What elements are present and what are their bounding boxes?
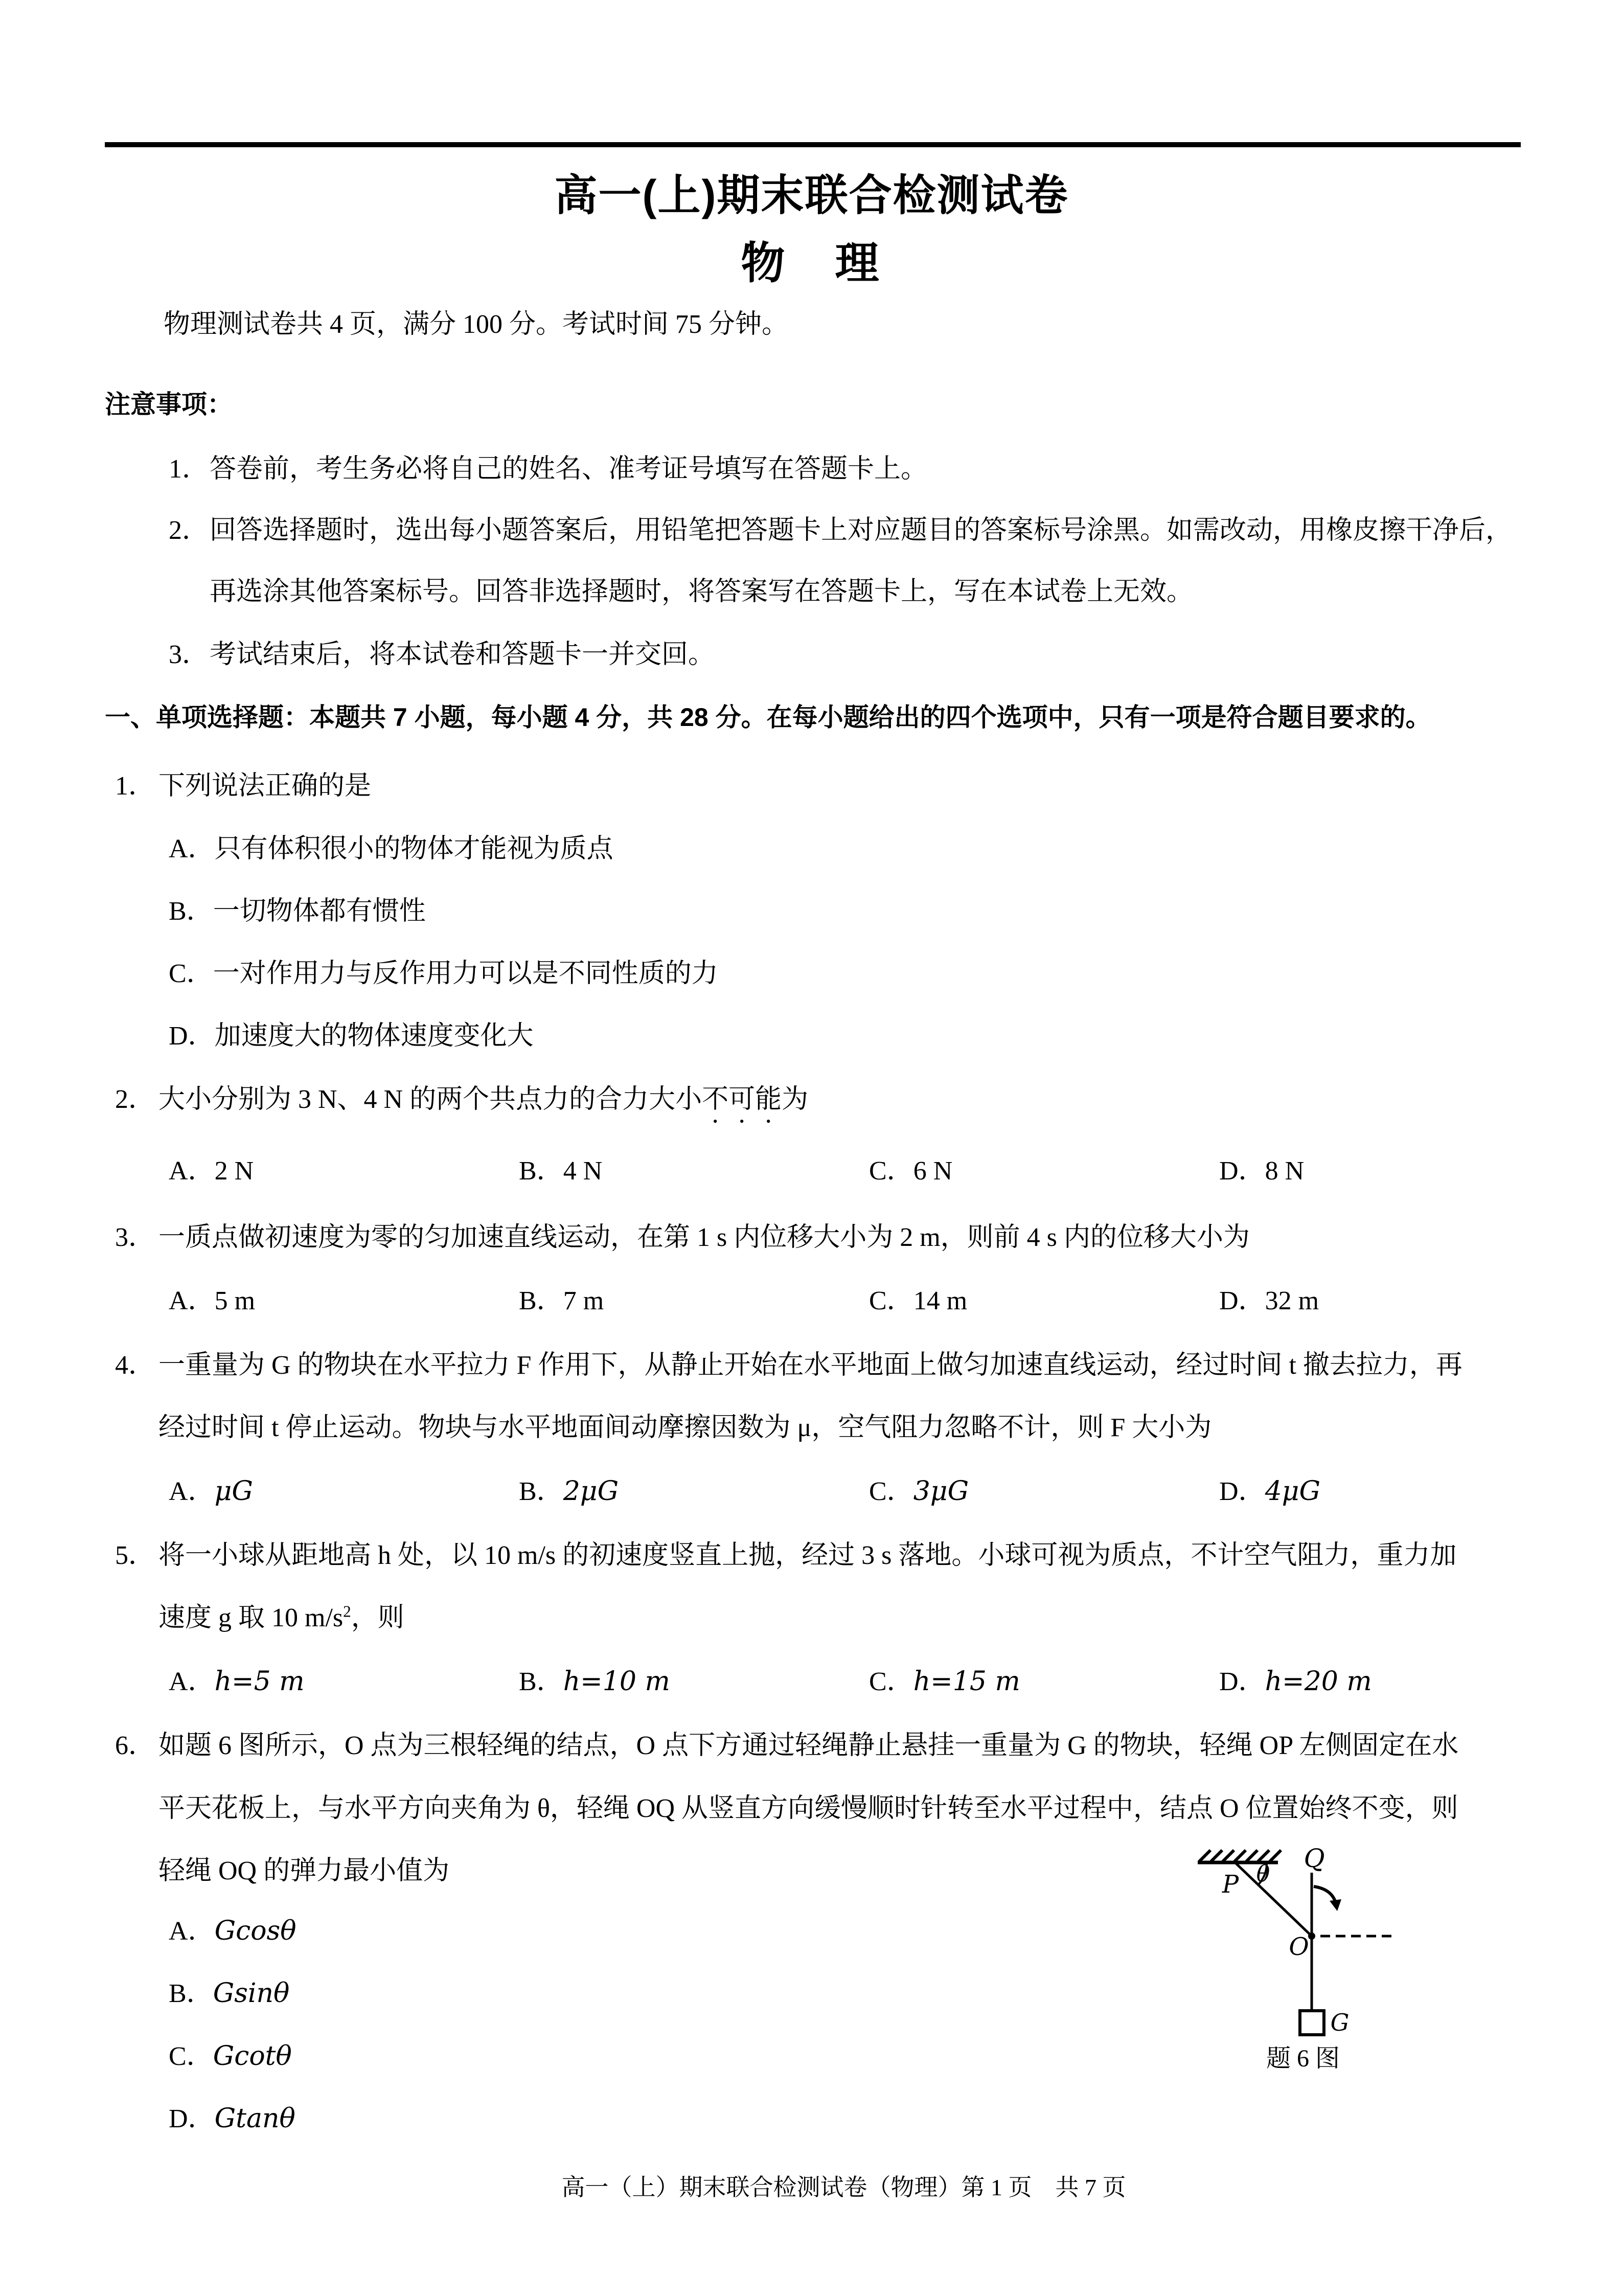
q2-stem-pre: 大小分别为 3 N、4 N 的两个共点力的合力大小 — [158, 1085, 702, 1114]
q2-option-b-label: B． — [519, 1156, 563, 1186]
q3-stem-text: 一质点做初速度为零的匀加速直线运动，在第 1 s 内位移大小为 2 m，则前 4 s 内的位移大小为 — [158, 1223, 1250, 1252]
q4-option-b — [519, 1475, 619, 1508]
q4-number: 4． — [115, 1351, 155, 1380]
q1-stem-text: 下列说法正确的是 — [158, 771, 372, 801]
q6-option-a-label: A． — [169, 1917, 215, 1946]
figure-point-o-dot — [1308, 1933, 1315, 1940]
q1-option-d — [169, 1019, 534, 1053]
notice-item-2-text-2: 再选涂其他答案标号。回答非选择题时，将答案写在答题卡上，写在本试卷上无效。 — [210, 577, 1194, 606]
q1-option-c-label: C． — [169, 959, 213, 988]
notice-item-2-line-2 — [210, 575, 1193, 608]
q1-option-a — [169, 832, 613, 866]
figure-label-theta: θ — [1256, 1861, 1270, 1887]
q6-option-c-text: Gcotθ — [213, 2041, 292, 2072]
q4-option-b-label: B． — [519, 1477, 563, 1506]
q3-option-d-label: D． — [1219, 1286, 1265, 1315]
q4-stem-line-1 — [115, 1349, 1462, 1382]
q6-stem-line-3 — [158, 1854, 449, 1888]
q6-option-b-text: Gsinθ — [213, 1978, 290, 2009]
q6-option-b — [169, 1977, 289, 2010]
q4-option-c-text: 3μG — [913, 1476, 969, 1507]
q5-option-a — [169, 1665, 305, 1698]
q3-option-d-text: 32 m — [1265, 1286, 1319, 1315]
figure-label-g: G — [1330, 2009, 1350, 2036]
q2-option-c — [869, 1154, 952, 1188]
q2-option-b — [519, 1154, 602, 1188]
q2-option-a — [169, 1154, 254, 1188]
q5-option-b-text: h=10 m — [563, 1666, 670, 1697]
q3-option-d — [1219, 1284, 1319, 1317]
q2-option-d-text: 8 N — [1265, 1156, 1305, 1186]
notice-item-1-text: 答卷前，考生务必将自己的姓名、准考证号填写在答题卡上。 — [210, 454, 928, 484]
q1-stem — [115, 769, 371, 803]
notice-item-3-text: 考试结束后，将本试卷和答题卡一并交回。 — [210, 640, 715, 669]
q2-option-a-label: A． — [169, 1156, 215, 1186]
q3-option-c-label: C． — [869, 1286, 913, 1315]
q5-stem-text-2-pre: 速度 g 取 10 m/s — [158, 1603, 344, 1632]
q4-stem-text-2: 经过时间 t 停止运动。物块与水平地面间动摩擦因数为 μ，空气阻力忽略不计，则 F 大小为 — [158, 1413, 1212, 1442]
figure-label-p: P — [1222, 1870, 1239, 1899]
q4-option-c — [869, 1475, 969, 1508]
q6-option-d-text: Gtanθ — [214, 2103, 295, 2134]
q3-option-b-text: 7 m — [563, 1286, 604, 1315]
notice-item-2-text-1: 回答选择题时，选出每小题答案后，用铅笔把答题卡上对应题目的答案标号涂黑。如需改动，用橡皮擦干净后， — [210, 516, 1513, 545]
q1-option-a-label: A． — [169, 834, 215, 863]
q1-option-c — [169, 957, 718, 990]
top-rule — [105, 142, 1521, 147]
q5-option-d-label: D． — [1219, 1667, 1265, 1696]
q6-figure — [1171, 1835, 1416, 2081]
q5-stem-text-2-post: ，则 — [351, 1603, 404, 1632]
figure-rotation-arrow-arc — [1314, 1886, 1336, 1903]
q5-stem-line-2 — [158, 1601, 404, 1634]
notice-item-1 — [169, 452, 927, 486]
figure-block — [1300, 2011, 1324, 2035]
q6-option-b-label: B． — [169, 1979, 213, 2008]
q5-option-d-text: h=20 m — [1265, 1666, 1372, 1697]
page-title: 高一(上)期末联合检测试卷 — [554, 171, 1069, 219]
q5-option-a-text: h=5 m — [214, 1666, 305, 1697]
q4-option-a-text: μG — [214, 1476, 253, 1507]
q5-stem-line-1 — [115, 1539, 1456, 1572]
q5-option-b — [519, 1665, 670, 1698]
q2-stem — [115, 1083, 808, 1129]
page-footer: 高一（上）期末联合检测试卷（物理）第 1 页 共 7 页 — [561, 2174, 1126, 2200]
figure-rotation-arrowhead-icon — [1330, 1899, 1341, 1911]
q6-stem-text-1: 如题 6 图所示，O 点为三根轻绳的结点，O 点下方通过轻绳静止悬挂一重量为 G 的物块，轻绳 OP 左侧固定在水 — [158, 1731, 1459, 1760]
q4-option-d — [1219, 1475, 1320, 1508]
q3-option-a-text: 5 m — [214, 1286, 256, 1315]
q1-option-a-text: 只有体积很小的物体才能视为质点 — [214, 834, 613, 863]
q1-option-b-label: B． — [169, 897, 213, 926]
q4-option-d-label: D． — [1219, 1477, 1265, 1506]
q1-option-b-text: 一切物体都有惯性 — [213, 897, 426, 926]
q3-stem — [115, 1221, 1250, 1254]
notice-item-3-number: 3． — [169, 640, 209, 669]
q6-option-a-text: Gcosθ — [214, 1916, 296, 1946]
notice-item-2-number: 2． — [169, 516, 209, 545]
figure-label-q: Q — [1304, 1844, 1325, 1873]
q4-option-c-label: C． — [869, 1477, 913, 1506]
q6-stem-text-2: 平天花板上，与水平方向夹角为 θ，轻绳 OQ 从竖直方向缓慢顺时针转至水平过程中，结点 O 位置始终不变，则 — [158, 1794, 1458, 1823]
notice-heading: 注意事项： — [105, 390, 233, 419]
q6-stem-text-3: 轻绳 OQ 的弹力最小值为 — [158, 1856, 450, 1885]
q1-number: 1． — [115, 771, 155, 801]
notice-item-1-number: 1． — [169, 454, 209, 484]
q4-stem-text-1: 一重量为 G 的物块在水平拉力 F 作用下，从静止开始在水平地面上做匀加速直线运动，经过时间 t 撤去拉力，再 — [158, 1351, 1462, 1380]
q4-option-d-text: 4μG — [1265, 1476, 1320, 1507]
q5-option-a-label: A． — [169, 1667, 215, 1696]
q3-option-c — [869, 1284, 967, 1317]
figure-label-o: O — [1289, 1933, 1309, 1961]
q3-option-c-text: 14 m — [913, 1286, 968, 1315]
q5-option-c-label: C． — [869, 1667, 913, 1696]
q2-number: 2． — [115, 1085, 155, 1114]
q3-option-b — [519, 1284, 604, 1317]
q5-option-d — [1219, 1665, 1372, 1698]
q6-number: 6． — [115, 1731, 155, 1760]
q2-option-b-text: 4 N — [563, 1156, 603, 1186]
q6-stem-line-2 — [158, 1792, 1458, 1825]
notice-item-3 — [169, 638, 715, 671]
q4-stem-line-2 — [158, 1411, 1211, 1444]
q2-option-c-text: 6 N — [913, 1156, 953, 1186]
q6-option-d-label: D． — [169, 2104, 215, 2133]
q2-option-d — [1219, 1154, 1304, 1188]
q6-figure-caption: 题 6 图 — [1266, 2045, 1340, 2072]
q5-option-c-text: h=15 m — [913, 1666, 1020, 1697]
page-subject: 物 理 — [741, 239, 882, 288]
q2-option-a-text: 2 N — [214, 1156, 254, 1186]
q6-option-c-label: C． — [169, 2042, 213, 2071]
q6-option-a — [169, 1915, 296, 1948]
q5-superscript: 2 — [343, 1602, 351, 1621]
q6-option-d — [169, 2102, 295, 2135]
q1-option-c-text: 一对作用力与反作用力可以是不同性质的力 — [213, 959, 718, 988]
notice-item-2-line-1 — [169, 514, 1512, 547]
q5-stem-text-1: 将一小球从距地高 h 处，以 10 m/s 的初速度竖直上抛，经过 3 s 落地。小球可视为质点，不计空气阻力，重力加 — [158, 1541, 1457, 1570]
q3-option-b-label: B． — [519, 1286, 563, 1315]
q4-option-b-text: 2μG — [563, 1476, 619, 1507]
q2-option-d-label: D． — [1219, 1156, 1265, 1186]
q4-option-a — [169, 1475, 253, 1508]
intro-text: 物理测试卷共 4 页，满分 100 分。考试时间 75 分钟。 — [164, 310, 789, 339]
figure-ceiling-hatching — [1199, 1850, 1281, 1861]
q1-option-b — [169, 895, 426, 928]
q2-option-c-label: C． — [869, 1156, 913, 1186]
figure-rope-op — [1236, 1863, 1312, 1936]
q5-option-c — [869, 1665, 1020, 1698]
q5-option-b-label: B． — [519, 1667, 563, 1696]
q2-stem-emphasis: 不可能 — [702, 1085, 782, 1114]
q6-stem-line-1 — [115, 1729, 1458, 1762]
q2-stem-post: 为 — [782, 1085, 809, 1114]
q4-option-a-label: A． — [169, 1477, 215, 1506]
q5-number: 5． — [115, 1541, 155, 1570]
q6-option-c — [169, 2040, 292, 2073]
q3-option-a-label: A． — [169, 1286, 215, 1315]
q3-number: 3． — [115, 1223, 155, 1252]
section-1-heading: 一、单项选择题：本题共 7 小题，每小题 4 分，共 28 分。在每小题给出的四个选项中，只有一项是符合题目要求的。 — [105, 703, 1431, 732]
q1-option-d-text: 加速度大的物体速度变化大 — [214, 1021, 534, 1051]
q3-option-a — [169, 1284, 255, 1317]
q1-option-d-label: D． — [169, 1021, 215, 1051]
